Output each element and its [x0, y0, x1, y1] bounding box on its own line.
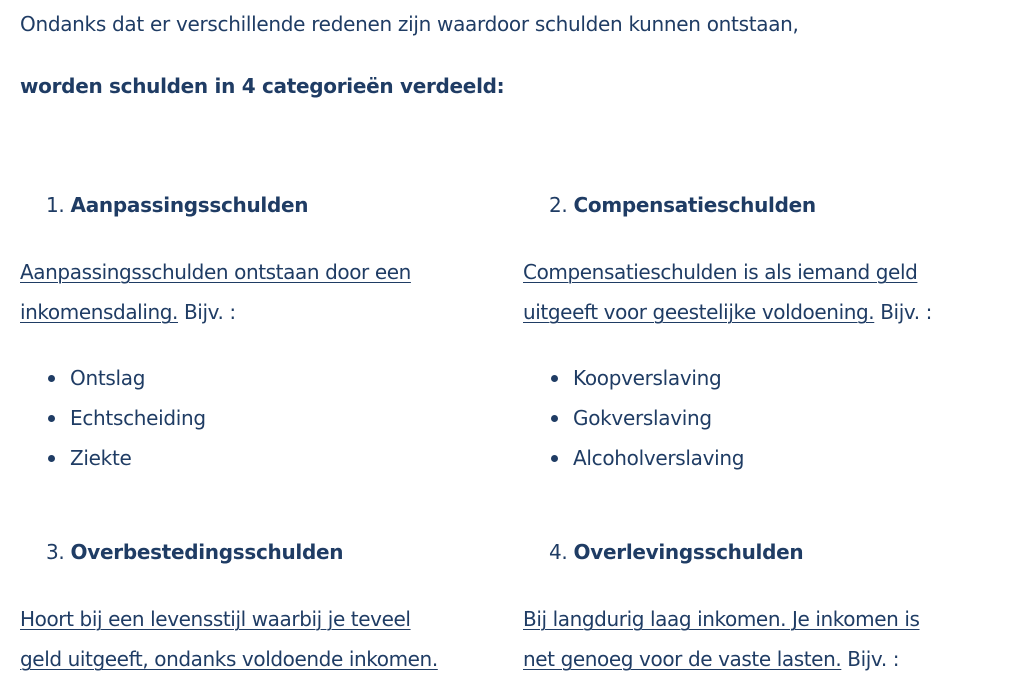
category-heading [46, 190, 308, 220]
description-suffix: Bijv. : [847, 647, 900, 671]
list-item: Alcoholverslaving [549, 438, 744, 478]
description-suffix: Bijv. : [183, 300, 236, 324]
category-description [20, 252, 520, 332]
category-description [523, 599, 1023, 679]
description-suffix: Bijv. : [880, 300, 933, 324]
description-link[interactable]: inkomensdaling. [20, 300, 179, 324]
category-title: Aanpassingsschulden [70, 193, 309, 217]
category-title: Overlevingsschulden [573, 540, 804, 564]
intro-heading: worden schulden in 4 categorieën verdeeld: [20, 74, 505, 98]
list-item: Ziekte [46, 438, 206, 478]
list-item: Koopverslaving [549, 358, 744, 398]
list-item: Echtscheiding [46, 398, 206, 438]
category-description [20, 599, 520, 679]
description-link[interactable]: geld uitgeeft, ondanks voldoende inkomen. [20, 647, 438, 671]
list-item: Ontslag [46, 358, 206, 398]
category-heading [549, 537, 803, 567]
category-title: Compensatieschulden [573, 193, 816, 217]
examples-list [46, 358, 206, 478]
category-heading [549, 190, 816, 220]
category-number: 3. [46, 540, 65, 564]
description-link[interactable]: net genoeg voor de vaste lasten. [523, 647, 842, 671]
description-link[interactable]: Compensatieschulden is als iemand geld [523, 260, 918, 284]
category-title: Overbestedingsschulden [70, 540, 344, 564]
category-number: 2. [549, 193, 568, 217]
examples-list [549, 358, 744, 478]
intro-text: Ondanks dat er verschillende redenen zijn waardoor schulden kunnen ontstaan, [20, 12, 799, 36]
description-link[interactable]: Hoort bij een levensstijl waarbij je teveel [20, 607, 411, 631]
category-number: 4. [549, 540, 568, 564]
category-number: 1. [46, 193, 65, 217]
description-link[interactable]: Aanpassingsschulden ontstaan door een [20, 260, 411, 284]
list-item: Gokverslaving [549, 398, 744, 438]
category-heading [46, 537, 343, 567]
category-description [523, 252, 1023, 332]
description-link[interactable]: Bij langdurig laag inkomen. Je inkomen is [523, 607, 920, 631]
description-link[interactable]: uitgeeft voor geestelijke voldoening. [523, 300, 875, 324]
